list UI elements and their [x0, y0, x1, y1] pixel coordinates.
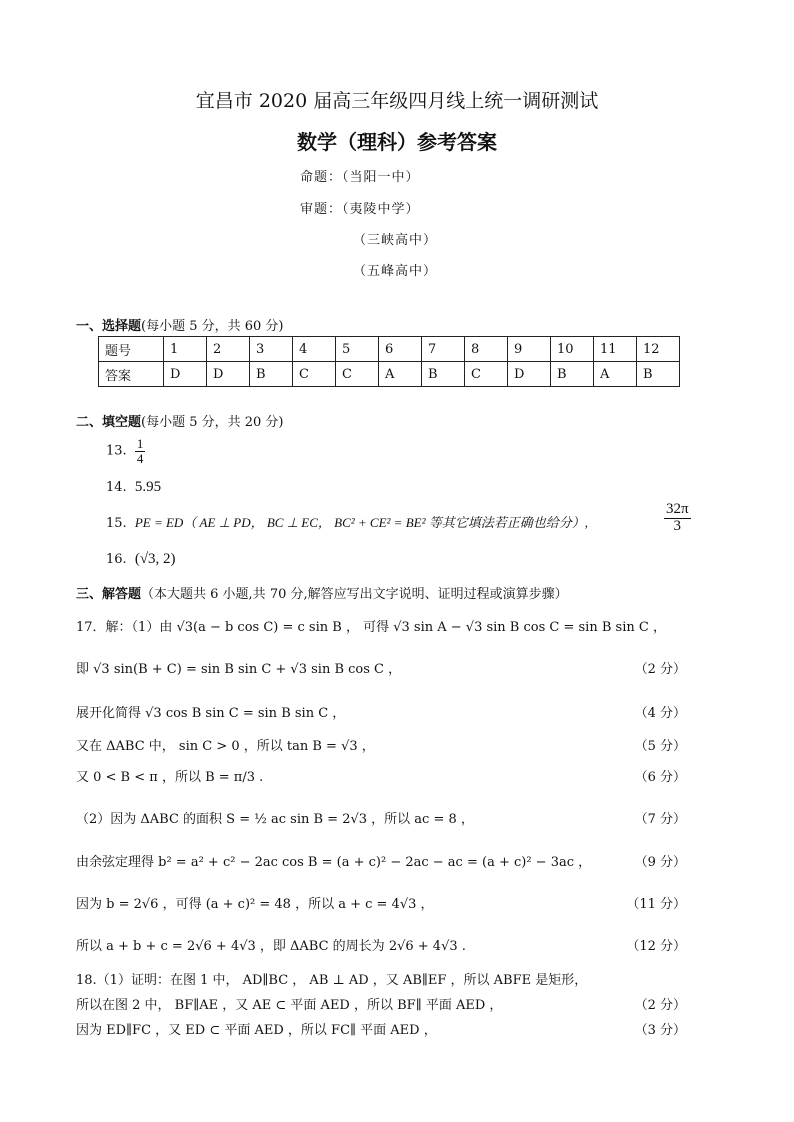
score: （6 分）	[634, 770, 686, 785]
table-row	[99, 362, 680, 387]
score: （11 分）	[626, 897, 686, 912]
denominator: 4	[136, 450, 144, 466]
question-number: 13.	[106, 443, 127, 459]
table-cell: A	[379, 362, 422, 387]
section-heading-choice	[76, 315, 284, 334]
solution-line: 因为 ED∥FC ，又 ED ⊂ 平面 AED ，所以 FC∥ 平面 AED ，	[76, 1023, 437, 1038]
table-cell: 1	[164, 337, 207, 362]
table-cell: 8	[465, 337, 508, 362]
reviewer-value: （夷陵中学）	[342, 202, 420, 217]
answer-14	[106, 479, 161, 496]
reviewer-line	[353, 260, 437, 279]
reviewer-value: （五峰高中）	[353, 264, 438, 279]
score: （2 分）	[634, 998, 686, 1013]
solution-line: 又在 ΔABC 中， sin C > 0 ，所以 tan B = √3 ，	[76, 739, 375, 754]
solution-line: （2）因为 ΔABC 的面积 S = ½ ac sin B = 2√3 ，所以 ac = 8 ，	[76, 812, 474, 827]
section-title: 二、填空题	[76, 415, 142, 430]
score: （9 分）	[634, 855, 686, 870]
table-cell: B	[422, 362, 465, 387]
table-cell: 11	[594, 337, 637, 362]
table-cell: D	[508, 362, 551, 387]
table-cell: D	[207, 362, 250, 387]
solution-line: 展开化简得 √3 cos B sin C = sin B sin C ，	[76, 706, 346, 721]
page-subtitle: 数学（理科）参考答案	[297, 130, 497, 154]
answer-value: (√3, 2)	[134, 551, 176, 567]
section-note: （本大题共 6 小题,共 70 分,解答应写出文字说明、证明过程或演算步骤）	[141, 587, 568, 602]
table-cell: B	[637, 362, 680, 387]
section-title: 一、选择题	[76, 319, 142, 334]
question-number: 16.	[106, 552, 127, 567]
table-cell: 7	[422, 337, 465, 362]
table-cell: 4	[293, 337, 336, 362]
reviewer-line	[353, 229, 437, 248]
table-cell: C	[293, 362, 336, 387]
fraction	[135, 437, 146, 465]
solution-line: 所以 a + b + c = 2√6 + 4√3 ，即 ΔABC 的周长为 2√6 + 4√3 .	[76, 939, 466, 954]
table-header-cell: 题号	[99, 337, 164, 362]
table-cell: B	[250, 362, 293, 387]
solution-line: 由余弦定理得 b² = a² + c² − 2ac cos B = (a + c)² − 2ac − ac = (a + c)² − 3ac ，	[76, 855, 592, 870]
table-header-cell: 答案	[99, 362, 164, 387]
answer-table	[98, 336, 680, 387]
answer-15	[106, 512, 588, 531]
score: （2 分）	[634, 662, 686, 677]
solution-line: 18.（1）证明：在图 1 中， AD∥BC ， AB ⊥ AD ，又 AB∥EF ，所以 ABFE 是矩形，	[76, 973, 588, 988]
reviewer-line	[300, 198, 420, 217]
denominator: 3	[673, 517, 682, 534]
answer-16	[106, 551, 176, 568]
score: （7 分）	[634, 812, 686, 827]
score: （12 分）	[626, 939, 686, 954]
table-cell: C	[336, 362, 379, 387]
answer-value: 5.95	[134, 479, 162, 495]
author-label: 命题：	[300, 170, 343, 185]
section-title: 三、解答题	[76, 587, 142, 602]
table-cell: 12	[637, 337, 680, 362]
answer-13	[106, 437, 145, 465]
answer-text: PE = ED（ AE ⊥ PD， BC ⊥ EC， BC² + CE² = BE² 等其它填法若正确也给分）,	[134, 515, 588, 530]
table-cell: 2	[207, 337, 250, 362]
table-cell: D	[164, 362, 207, 387]
fraction	[664, 502, 691, 535]
score: （5 分）	[634, 739, 686, 754]
author-line	[300, 166, 420, 185]
solution-line: 17．解：（1）由 √3(a − b cos C) = c sin B ， 可得 √3 sin A − √3 sin B cos C = sin B sin C ，	[76, 620, 666, 635]
section-heading-fill	[76, 411, 284, 430]
table-cell: B	[551, 362, 594, 387]
score: （4 分）	[634, 706, 686, 721]
solution-line: 因为 b = 2√6 ，可得 (a + c)² = 48 ，所以 a + c = 4√3 ，	[76, 897, 434, 912]
table-cell: 9	[508, 337, 551, 362]
score: （3 分）	[634, 1023, 686, 1038]
question-number: 14.	[106, 480, 127, 495]
table-cell: 5	[336, 337, 379, 362]
table-cell: C	[465, 362, 508, 387]
solution-line: 所以在图 2 中， BF∥AE ，又 AE ⊂ 平面 AED ，所以 BF∥ 平面 AED ，	[76, 998, 503, 1013]
table-cell: 3	[250, 337, 293, 362]
reviewer-value: （三峡高中）	[353, 233, 438, 248]
page-title: 宜昌市 2020 届高三年级四月线上统一调研测试	[195, 90, 599, 112]
section-note: (每小题 5 分，共 20 分)	[141, 415, 284, 430]
solution-line: 即 √3 sin(B + C) = sin B sin C + √3 sin B cos C ，	[76, 662, 402, 677]
reviewer-label: 审题：	[300, 202, 343, 217]
table-cell: 6	[379, 337, 422, 362]
numerator: 1	[136, 436, 144, 451]
author-value: （当阳一中）	[342, 170, 420, 185]
answer-15-fraction	[664, 502, 691, 535]
numerator: 32π	[666, 501, 689, 517]
table-row	[99, 337, 680, 362]
solution-line: 又 0 < B < π ，所以 B = π/3 .	[76, 770, 264, 785]
section-heading-solutions	[76, 583, 568, 602]
table-cell: 10	[551, 337, 594, 362]
section-note: (每小题 5 分，共 60 分)	[141, 319, 284, 334]
question-number: 15.	[106, 516, 127, 531]
table-cell: A	[594, 362, 637, 387]
